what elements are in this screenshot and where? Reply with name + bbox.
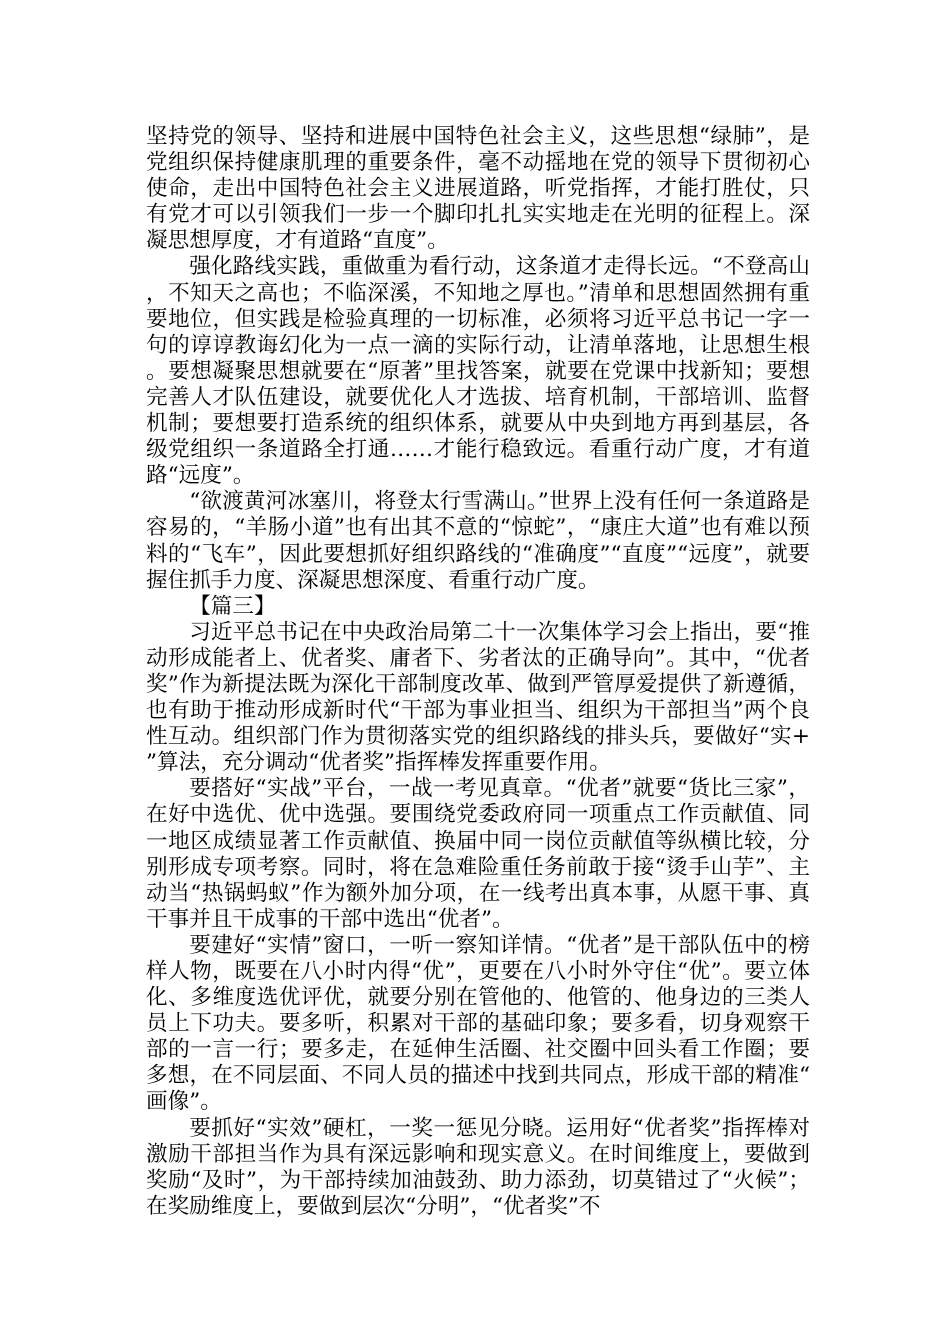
paragraph-6: 要建好“实情”窗口，一听一察知详情。“优者”是干部队伍中的榜样人物，既要在八小时内得“优”，更要在八小时外守住“优”。要立体化、多维度选优评优，就要分别在管他的、他管的、他身边的三类人员上下功夫。要多听，积累对干部的基础印象；要多看，切身观察干部的一言一行；要多走，在延伸生活圈、社交圈中回头看工作圈；要多想，在不同层面、不同人员的描述中找到共同点，形成干部的精准“画像”。 [146,932,810,1115]
paragraph-7: 要抓好“实效”硬杠，一奖一惩见分晓。运用好“优者奖”指挥棒对激励干部担当作为具有深远影响和现实意义。在时间维度上，要做到奖励“及时”，为干部持续加油鼓劲、助力添劲，切莫错过了“火候”；在奖励维度上，要做到层次“分明”，“优者奖”不 [146,1115,810,1219]
paragraph-2: 强化路线实践，重做重为看行动，这条道才走得长远。“不登高山，不知天之高也；不临深溪，不知地之厚也。”清单和思想固然拥有重要地位，但实践是检验真理的一切标准，必须将习近平总书记一字一句的谆谆教诲幻化为一点一滴的实际行动，让清单落地，让思想生根。要想凝聚思想就要在“原著”里找答案，就要在党课中找新知；要想完善人才队伍建设，就要优化人才选拔、培育机制，干部培训、监督机制；要想要打造系统的组织体系，就要从中央到地方再到基层，各级党组织一条道路全打通……才能行稳致远。看重行动广度，才有道路“远度”。 [146,254,810,489]
paragraph-5: 要搭好“实战”平台，一战一考见真章。“优者”就要“货比三家”，在好中选优、优中选强。要围绕党委政府同一项重点工作贡献值、同一地区成绩显著工作贡献值、换届中同一岗位贡献值等纵横比较，分别形成专项考察。同时，将在急难险重任务前敢于接“烫手山芋”、主动当“热锅蚂蚁”作为额外加分项，在一线考出真本事，从愿干事、真干事并且干成事的干部中选出“优者”。 [146,776,810,932]
paragraph-3: “欲渡黄河冰塞川，将登太行雪满山。”世界上没有任何一条道路是容易的，“羊肠小道”也有出其不意的“惊蛇”，“康庄大道”也有难以预料的“飞车”，因此要想抓好组织路线的“准确度”“直度”“远度”，就要握住抓手力度、深凝思想深度、看重行动广度。 [146,489,810,593]
document-body [146,124,810,1220]
paragraph-4: 习近平总书记在中央政治局第二十一次集体学习会上指出，要“推动形成能者上、优者奖、庸者下、劣者汰的正确导向”。其中，“优者奖”作为新提法既为深化干部制度改革、做到严管厚爱提供了新遵循，也有助于推动形成新时代“干部为事业担当、组织为干部担当”两个良性互动。组织部门作为贯彻落实党的组织路线的排头兵，要做好“实+”算法，充分调动“优者奖”指挥棒发挥重要作用。 [146,619,810,776]
section-heading: 【篇三】 [189,593,276,619]
paragraph-1: 坚持党的领导、坚持和进展中国特色社会主义，这些思想“绿肺”，是党组织保持健康肌理的重要条件，毫不动摇地在党的领导下贯彻初心使命，走出中国特色社会主义进展道路，听党指挥，才能打胜仗，只有党才可以引领我们一步一个脚印扎扎实实地走在光明的征程上。深凝思想厚度，才有道路“直度”。 [146,124,810,254]
